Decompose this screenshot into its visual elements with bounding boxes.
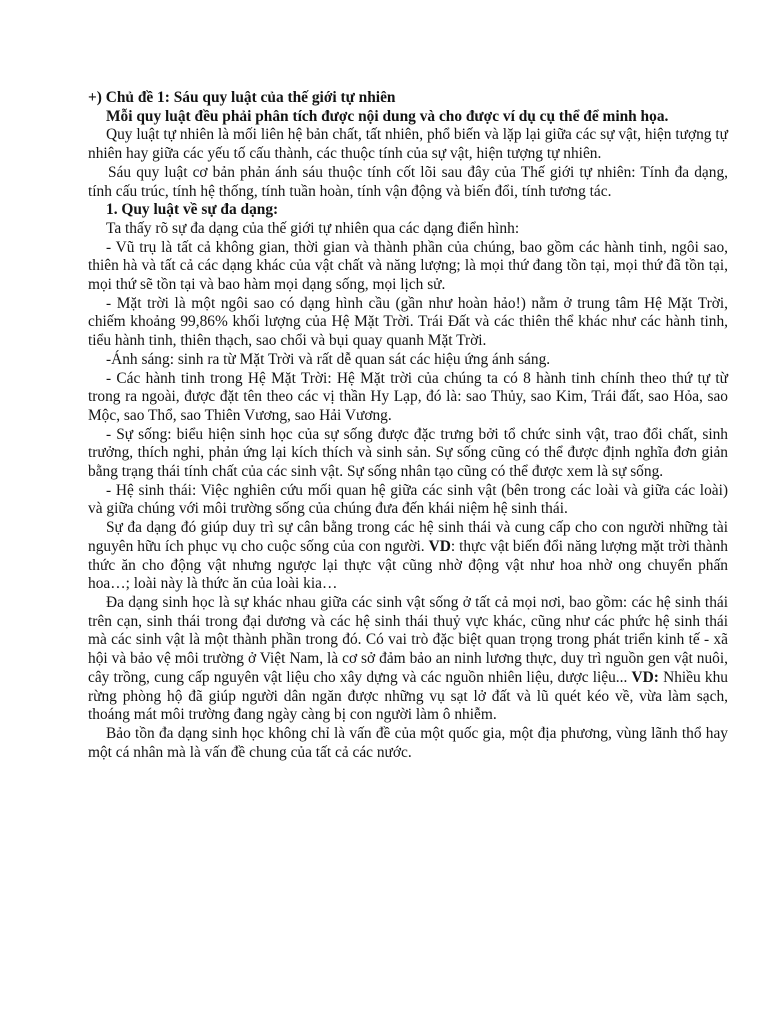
biodiversity-example: Nhiều khu rừng phòng hộ đã giúp người dân ngăn được những vụ sạt lở đất và lũ quét kéo về, vừa làm sạch, thoáng mát môi trường đang ngày càng bị con người làm ô nhiễm.: [88, 668, 728, 724]
intro-definition: Quy luật tự nhiên là mối liên hệ bản chất, tất nhiên, phổ biến và lặp lại giữa các sự vật, hiện tượng tự nhiên hay giữa các yếu tố cấu thành, các thuộc tính của sự vật, hiện tượng tự nhiên.: [88, 126, 728, 163]
bullet-light: -Ánh sáng: sinh ra từ Mặt Trời và rất dễ quan sát các hiệu ứng ánh sáng.: [106, 350, 551, 368]
topic-title: +) Chủ đề 1: Sáu quy luật của thế giới tự nhiên: [88, 89, 396, 106]
paragraph-balance: [88, 519, 728, 594]
bullet-ecosystem: - Hệ sinh thái: Việc nghiên cứu mối quan hệ giữa các sinh vật (bên trong các loài và giữa các loài) và giữa chúng với môi trường sống của chúng đưa đến khái niệm hệ sinh thái.: [88, 481, 728, 518]
bullet-planets: - Các hành tinh trong Hệ Mặt Trời: Hệ Mặt trời của chúng ta có 8 hành tinh chính theo thứ tự từ trong ra ngoài, được đặt tên theo các vị thần Hy Lạp, đó là: sao Thủy, sao Kim, Trái đất, sao Hỏa, sao Mộc, sao Thổ, sao Thiên Vương, sao Hải Vương.: [88, 369, 728, 424]
bullet-sun: - Mặt trời là một ngôi sao có dạng hình cầu (gần như hoàn hảo!) nằm ở trung tâm Hệ Mặt Trời, chiếm khoảng 99,86% khối lượng của Hệ Mặt Trời. Trái Đất và các thiên thể khác như các hành tinh, tiểu hành tinh, thiên thạch, sao chổi và bụi quay quanh Mặt Trời.: [88, 294, 728, 350]
paragraph-biodiversity: [88, 594, 728, 725]
document-body: [88, 89, 728, 762]
section-heading: 1. Quy luật về sự đa dạng:: [106, 201, 279, 219]
intro-six-laws: Sáu quy luật cơ bản phản ánh sáu thuộc tính cốt lõi sau đây của Thế giới tự nhiên: Tính đa dạng, tính cấu trúc, tính hệ thống, tính tuần hoàn, tính vận động và biến đổi, tính tương tác.: [88, 163, 728, 200]
biodiversity-text: Đa dạng sinh học là sự khác nhau giữa các sinh vật sống ở tất cả mọi nơi, bao gồm: các hệ sinh thái trên cạn, sinh thái trong đại dương và các hệ sinh thái thuỷ vực khác, cũng như các phức hệ sinh thái mà các sinh vật là một thành phần trong đó. Có vai trò đặc biệt quan trọng trong phát triển kinh tế - xã hội và bảo vệ môi trường ở Việt Nam, là cơ sở đảm bảo an ninh lương thực, duy trì nguồn gen vật nuôi, cây trồng, cung cấp nguyên vật liệu cho xây dựng và các nguồn nhiên liệu, dược liệu...: [88, 593, 728, 686]
paragraph-conservation: Bảo tồn đa dạng sinh học không chỉ là vấn đề của một quốc gia, một địa phương, vùng lãnh thổ hay một cá nhân mà là vấn đề chung của tất cả các nước.: [88, 724, 728, 761]
bullet-universe: - Vũ trụ là tất cả không gian, thời gian và thành phần của chúng, bao gồm các hành tinh, ngôi sao, thiên hà và tất cả các dạng khác của vật chất và năng lượng; là mọi thứ đang tồn tại, mọi thứ đã tồn tại, mọi thứ sẽ tồn tại và bao hàm mọi dạng sống, mọi lịch sử.: [88, 238, 728, 294]
bullet-life: - Sự sống: biểu hiện sinh học của sự sống được đặc trưng bởi tổ chức sinh vật, trao đổi chất, sinh trưởng, thích nghi, phản ứng lại kích thích và sinh sản. Sự sống cũng có thể được định nghĩa đơn giản bằng trạng thái tính chất của các sinh vật. Sự sống nhân tạo cũng có thể được xem là sự sống.: [88, 425, 728, 481]
vd-label: VD: [428, 537, 451, 555]
balance-text: Sự đa dạng đó giúp duy trì sự cân bằng trong các hệ sinh thái và cung cấp cho con người những tài nguyên hữu ích phục vụ cho cuộc sống của con người.: [88, 519, 728, 555]
section-lead: Ta thấy rõ sự đa dạng của thế giới tự nhiên qua các dạng điển hình:: [106, 219, 520, 237]
instruction-text: Mỗi quy luật đều phải phân tích được nội dung và cho được ví dụ cụ thể để minh họa.: [106, 107, 669, 125]
balance-example: : thực vật biến đổi năng lượng mặt trời thành thức ăn cho động vật nhưng ngược lại thực vật cũng nhờ động vật như hoa nhờ ong chuyển phấn hoa…; loài này là thức ăn của loài kia…: [88, 537, 728, 593]
vd-label-2: VD:: [631, 668, 659, 686]
